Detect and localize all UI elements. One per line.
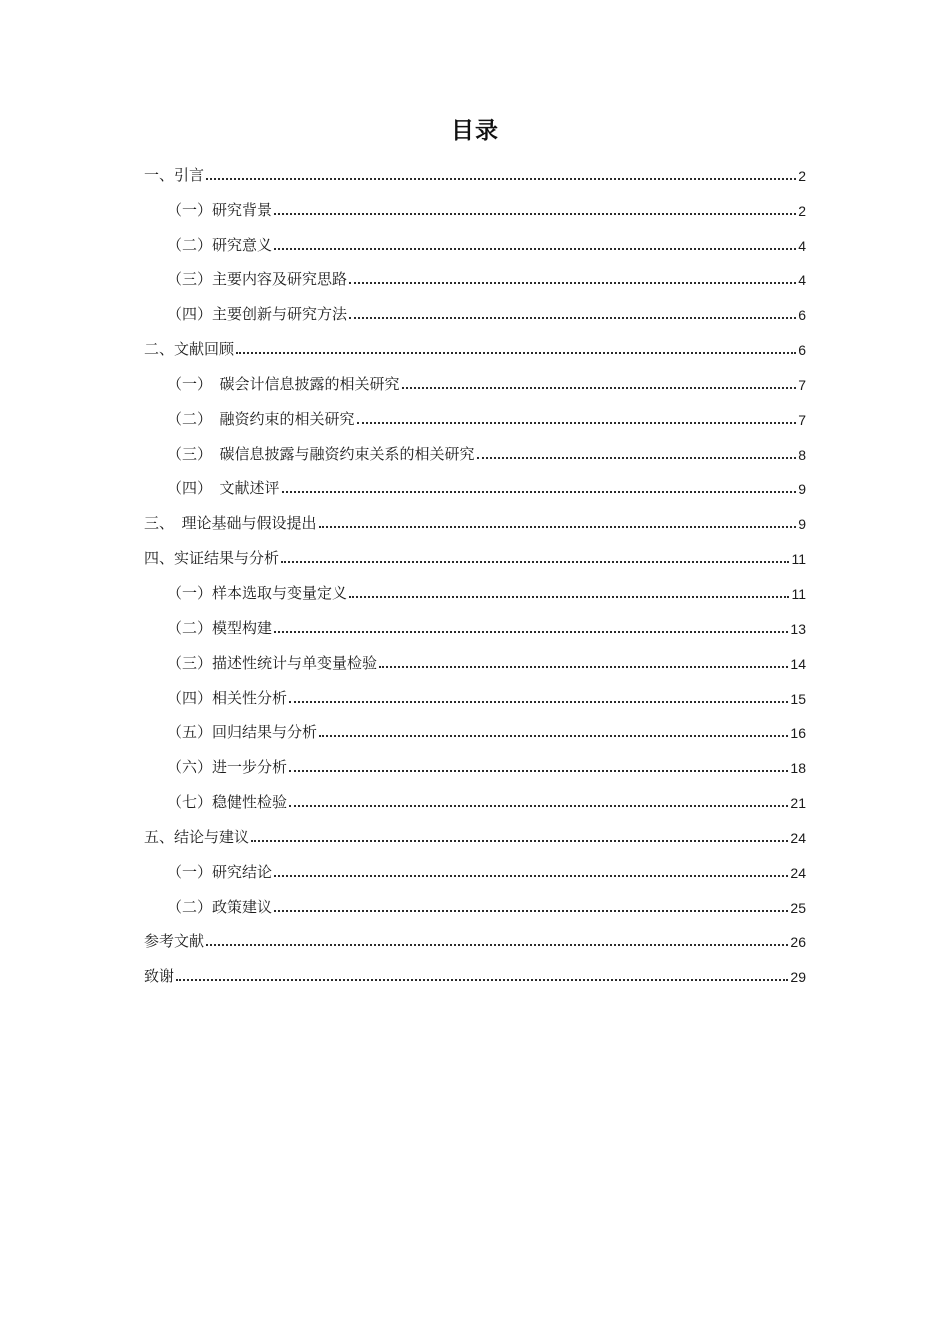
toc-page-number: 21 — [790, 795, 806, 812]
toc-entry-text: （三）主要内容及研究思路 — [167, 270, 348, 289]
toc-entry[interactable] — [144, 535, 806, 570]
toc-entry-text: 致谢 — [144, 967, 175, 986]
toc-page-number: 2 — [798, 202, 806, 219]
toc-leader-dots — [319, 526, 797, 528]
toc-leader-dots — [477, 457, 797, 459]
toc-leader-dots — [176, 979, 788, 981]
toc-entry[interactable] — [144, 466, 806, 501]
toc-page-number: 25 — [790, 899, 806, 916]
toc-leader-dots — [319, 735, 788, 737]
toc-entry[interactable] — [144, 953, 806, 988]
toc-entry[interactable] — [144, 187, 806, 222]
toc-entry-text: （六）进一步分析 — [167, 758, 288, 777]
toc-entry-text: 四、实证结果与分析 — [144, 549, 280, 568]
toc-entry[interactable] — [144, 849, 806, 884]
toc-page-number: 16 — [790, 725, 806, 742]
toc-leader-dots — [274, 910, 788, 912]
toc-entry[interactable] — [144, 222, 806, 257]
toc-entry[interactable] — [144, 500, 806, 535]
toc-leader-dots — [274, 631, 788, 633]
toc-entry-text: （三） 碳信息披露与融资约束关系的相关研究 — [167, 444, 475, 463]
toc-page-number: 26 — [790, 934, 806, 951]
toc-page-number: 6 — [798, 307, 806, 324]
toc-entry-text: （一）研究结论 — [167, 862, 273, 881]
toc-entry-text: 一、引言 — [144, 165, 205, 184]
toc-entry-text: （二）研究意义 — [167, 235, 273, 254]
toc-page-number: 7 — [798, 411, 806, 428]
toc-entry-text: （二） 融资约束的相关研究 — [167, 409, 355, 428]
toc-leader-dots — [289, 770, 788, 772]
toc-entry-text: 三、 理论基础与假设提出 — [144, 514, 317, 533]
toc-entry[interactable] — [144, 919, 806, 954]
toc-leader-dots — [282, 491, 797, 493]
toc-entry[interactable] — [144, 326, 806, 361]
toc-page-number: 24 — [790, 864, 806, 881]
toc-leader-dots — [281, 561, 789, 563]
toc-page-number: 2 — [798, 167, 806, 184]
toc-entry[interactable] — [144, 744, 806, 779]
toc-page-number: 11 — [791, 585, 806, 602]
toc-entry-text: 二、文献回顾 — [144, 340, 235, 359]
toc-leader-dots — [349, 317, 796, 319]
toc-leader-dots — [289, 701, 788, 703]
table-of-contents — [144, 152, 806, 988]
toc-leader-dots — [349, 596, 789, 598]
toc-entry-text: （四）主要创新与研究方法 — [167, 305, 348, 324]
toc-entry-text: （四）相关性分析 — [167, 688, 288, 707]
toc-leader-dots — [357, 422, 797, 424]
toc-entry[interactable] — [144, 361, 806, 396]
toc-page-number: 8 — [798, 446, 806, 463]
toc-page-number: 6 — [798, 342, 806, 359]
toc-page-number: 9 — [798, 481, 806, 498]
toc-entry[interactable] — [144, 152, 806, 187]
toc-leader-dots — [274, 248, 796, 250]
toc-entry[interactable] — [144, 431, 806, 466]
toc-entry-text: 五、结论与建议 — [144, 827, 250, 846]
toc-entry[interactable] — [144, 640, 806, 675]
toc-entry[interactable] — [144, 396, 806, 431]
toc-entry[interactable] — [144, 710, 806, 745]
toc-entry-text: （四） 文献述评 — [167, 479, 280, 498]
toc-page-number: 29 — [790, 969, 806, 986]
toc-leader-dots — [206, 944, 788, 946]
toc-leader-dots — [289, 805, 788, 807]
toc-page-number: 4 — [798, 272, 806, 289]
toc-leader-dots — [236, 352, 796, 354]
toc-entry-text: （二）模型构建 — [167, 618, 273, 637]
toc-leader-dots — [206, 178, 796, 180]
toc-leader-dots — [379, 666, 788, 668]
toc-entry-text: （七）稳健性检验 — [167, 793, 288, 812]
toc-entry-text: （一） 碳会计信息披露的相关研究 — [167, 374, 400, 393]
toc-entry[interactable] — [144, 570, 806, 605]
toc-page-number: 15 — [790, 690, 806, 707]
toc-title: 目录 — [451, 118, 499, 144]
toc-entry-text: （五）回归结果与分析 — [167, 723, 318, 742]
toc-leader-dots — [402, 387, 797, 389]
toc-entry[interactable] — [144, 779, 806, 814]
toc-entry-text: （三）描述性统计与单变量检验 — [167, 653, 378, 672]
toc-entry-text: （一）研究背景 — [167, 200, 273, 219]
toc-page-number: 18 — [790, 760, 806, 777]
toc-entry[interactable] — [144, 884, 806, 919]
toc-page-number: 7 — [798, 376, 806, 393]
toc-entry[interactable] — [144, 291, 806, 326]
toc-entry-text: （二）政策建议 — [167, 897, 273, 916]
toc-page-number: 13 — [790, 620, 806, 637]
toc-leader-dots — [274, 213, 796, 215]
toc-page-number: 9 — [798, 516, 806, 533]
toc-entry-text: 参考文献 — [144, 932, 205, 951]
toc-page-number: 11 — [791, 551, 806, 568]
toc-entry[interactable] — [144, 605, 806, 640]
toc-entry[interactable] — [144, 675, 806, 710]
toc-entry[interactable] — [144, 814, 806, 849]
toc-leader-dots — [349, 282, 796, 284]
toc-entry[interactable] — [144, 257, 806, 292]
toc-page-number: 24 — [790, 829, 806, 846]
toc-leader-dots — [274, 875, 788, 877]
toc-entry-text: （一）样本选取与变量定义 — [167, 583, 348, 602]
toc-page-number: 14 — [790, 655, 806, 672]
toc-leader-dots — [251, 840, 788, 842]
toc-page-number: 4 — [798, 237, 806, 254]
